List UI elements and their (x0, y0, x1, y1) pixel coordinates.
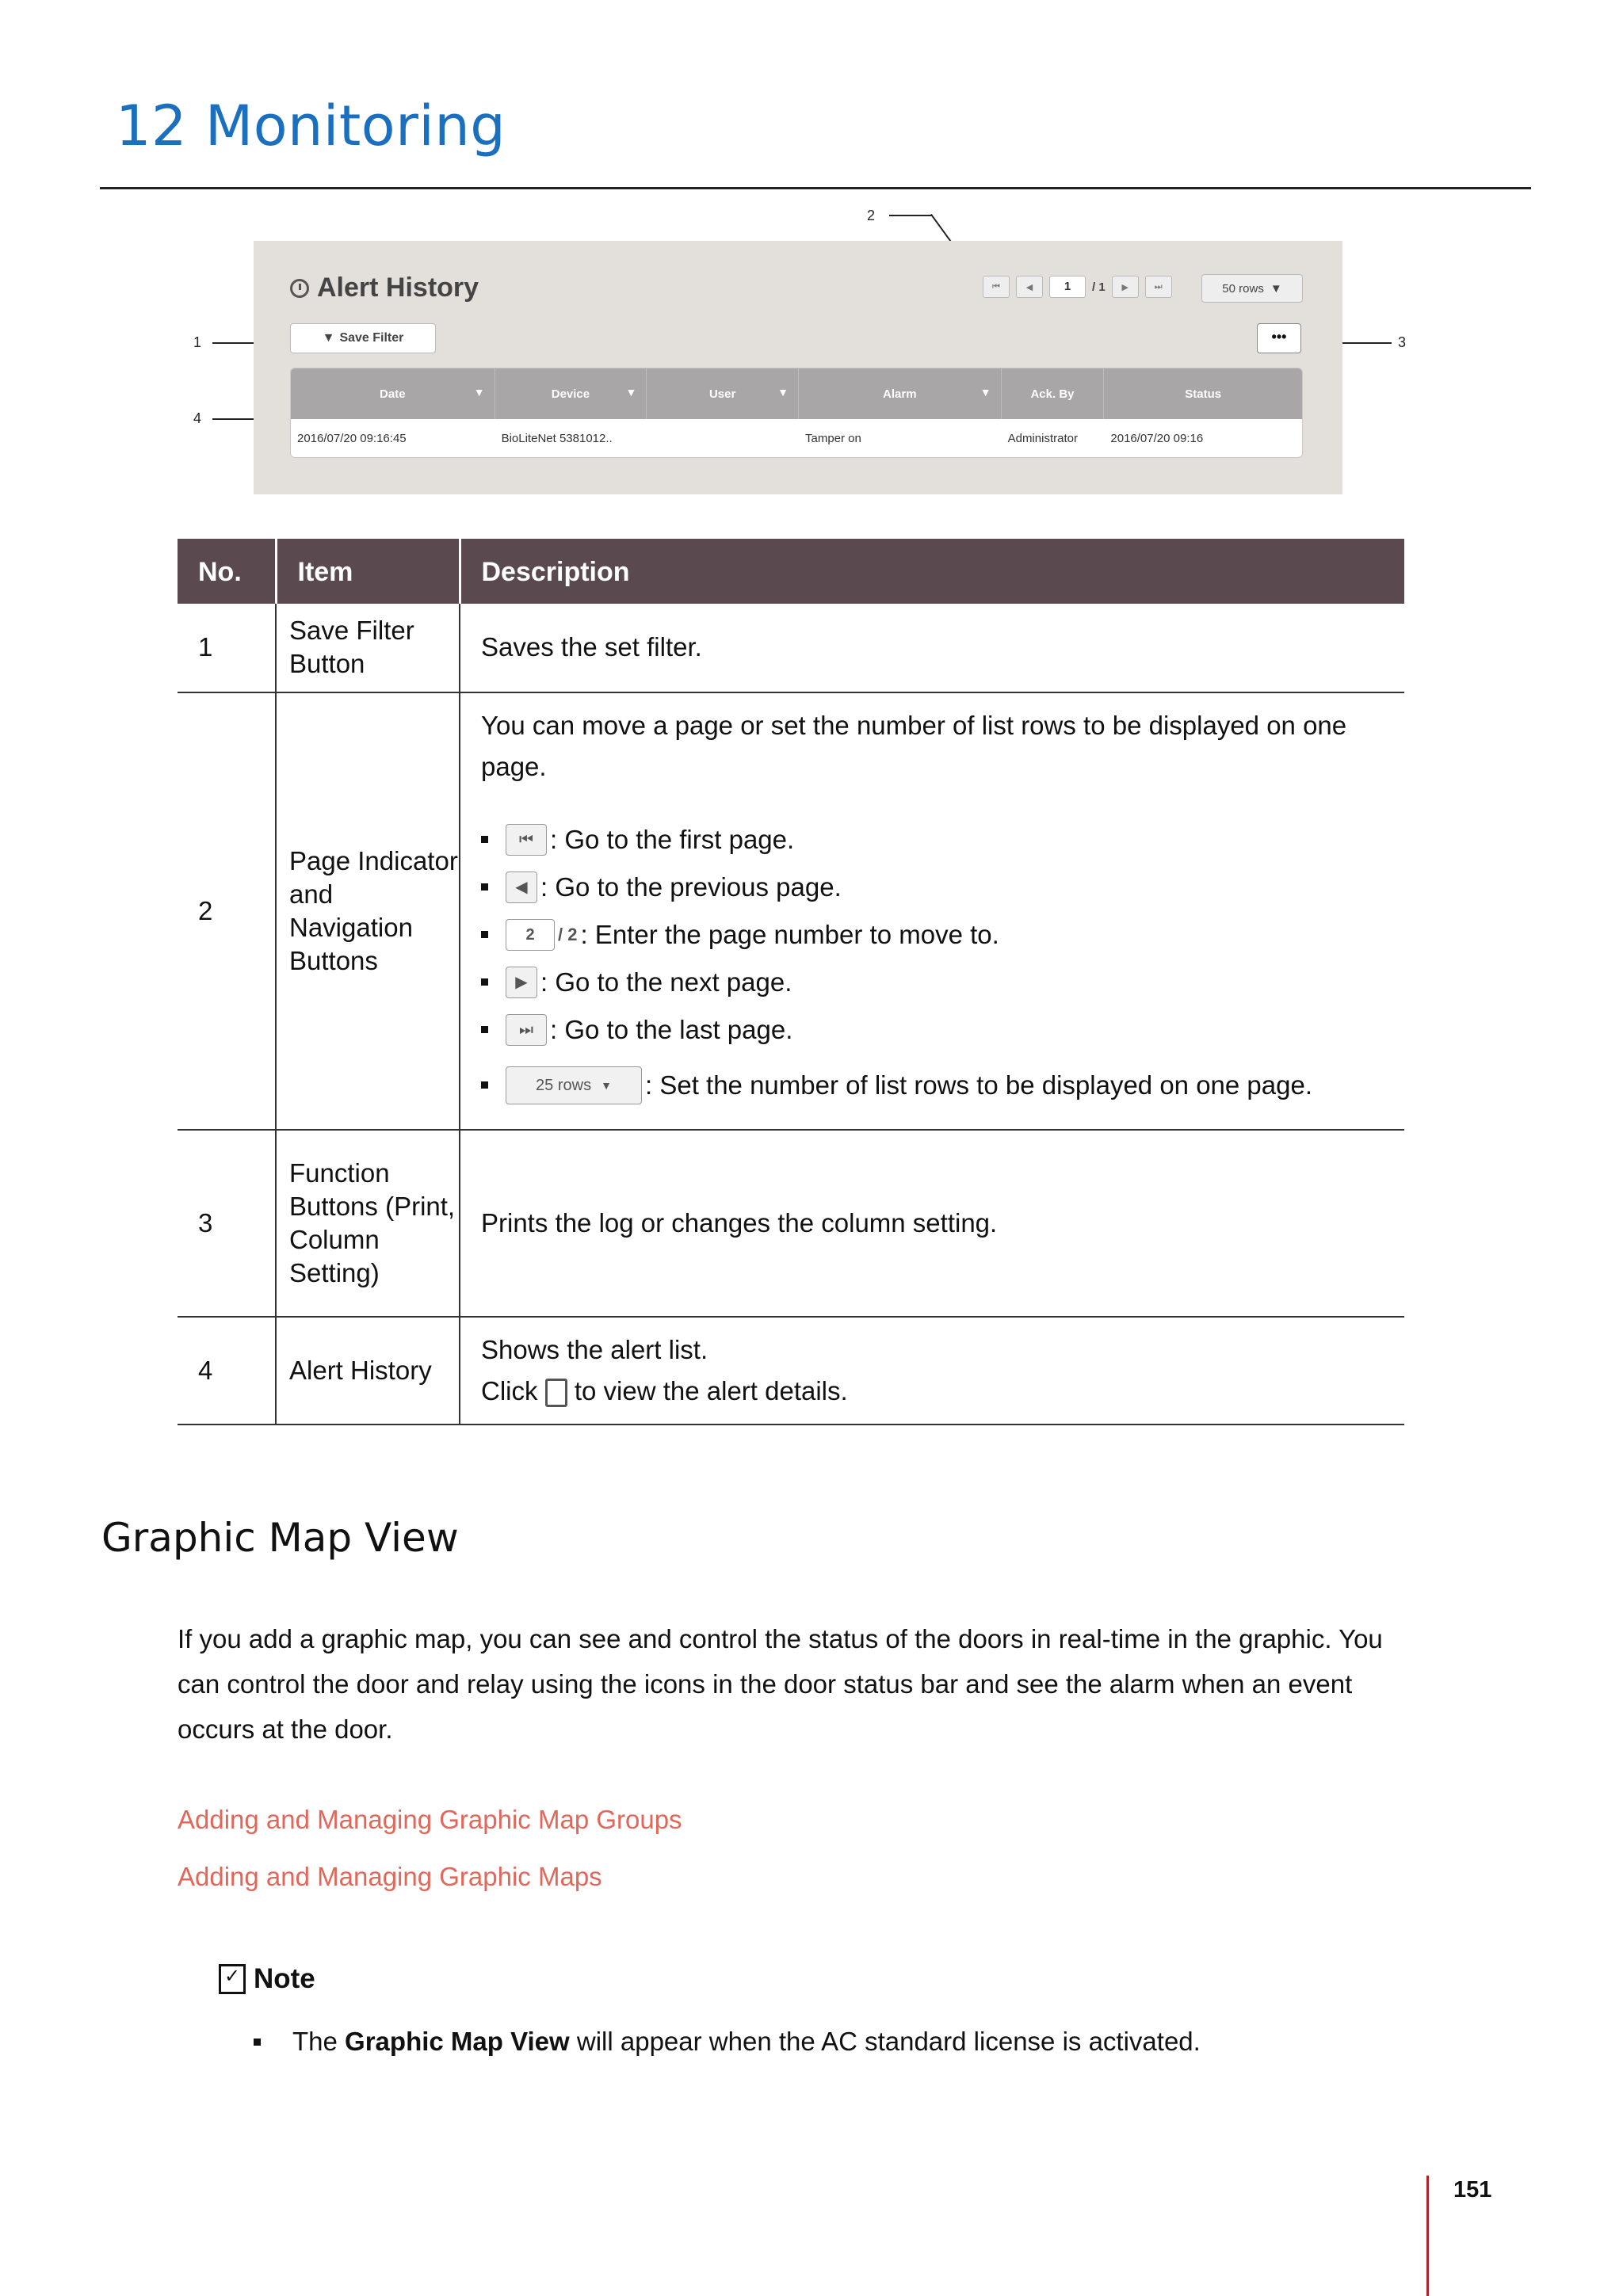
alert-grid (290, 368, 1303, 458)
header-no: No. (178, 540, 276, 604)
save-filter-button[interactable]: ▼ Save Filter (290, 323, 436, 353)
filter-icon: ▼ (625, 386, 637, 399)
note-item: The Graphic Map View will appear when the AC standard license is activated. (254, 2027, 1201, 2057)
first-page-icon[interactable]: ⏮ (983, 276, 1010, 298)
details-icon (545, 1379, 567, 1407)
callout-3: 3 (1398, 334, 1407, 350)
filter-icon: ▼ (777, 386, 789, 399)
alert-history-title: Alert History (290, 273, 479, 303)
filter-icon: ▼ (980, 386, 991, 399)
table-row: 4 Alert History Shows the alert list. Click to view the alert details. (178, 1317, 1404, 1425)
callout-2: 2 (867, 208, 876, 223)
list-item: 25 rows ▼ : Set the number of list rows to be displayed on one page. (481, 1054, 1404, 1117)
column-header-date[interactable]: Date ▼ (291, 368, 495, 419)
previous-page-icon: ◀ (506, 871, 537, 903)
filter-icon: ▼ (473, 386, 485, 399)
list-item: ◀ : Go to the previous page. (481, 864, 1404, 911)
alert-grid-header (291, 368, 1302, 419)
page-number-input[interactable]: 1 (1049, 276, 1086, 298)
table-row[interactable]: 2016/07/20 09:16:45 BioLiteNet 5381012.. Tamper on Administrator 2016/07/20 09:16 (297, 431, 1204, 445)
footer-divider (1426, 2176, 1429, 2296)
alert-history-screenshot (254, 241, 1342, 494)
next-page-icon[interactable]: ▶ (1112, 276, 1139, 298)
page-title: 12 Monitoring (116, 93, 506, 158)
chevron-down-icon: ▼ (601, 1078, 612, 1092)
header-item: Item (276, 540, 460, 604)
last-page-icon[interactable]: ⏭ (1145, 276, 1172, 298)
header-description: Description (460, 540, 1404, 604)
list-item: 2 / 2 : Enter the page number to move to. (481, 911, 1404, 959)
column-header-user[interactable]: User ▼ (647, 368, 799, 419)
chevron-down-icon: ▼ (1270, 281, 1282, 296)
table-row: 3 Function Buttons (Print, Column Setting) Prints the log or changes the column setting. (178, 1130, 1404, 1317)
rows-per-page-select[interactable]: 50 rows ▼ (1201, 274, 1303, 303)
table-row: 1 Save Filter Button Saves the set filter. (178, 604, 1404, 692)
previous-page-icon[interactable]: ◀ (1016, 276, 1043, 298)
column-header-device[interactable]: Device ▼ (495, 368, 647, 419)
alarm-clock-icon (290, 279, 309, 298)
rows-select-icon: 25 rows ▼ (506, 1066, 642, 1104)
filter-icon: ▼ (322, 331, 335, 345)
column-header-alarm[interactable]: Alarm ▼ (799, 368, 1002, 419)
next-page-icon: ▶ (506, 967, 537, 998)
page-number: 151 (1453, 2177, 1492, 2203)
last-page-icon: ⏭ (506, 1014, 547, 1046)
page-total: / 1 (1092, 280, 1106, 294)
first-page-icon: ⏮ (506, 824, 547, 856)
callout-line-2a (889, 215, 932, 216)
note-heading: ✓ Note (219, 1963, 315, 1995)
link-graphic-map-groups[interactable]: Adding and Managing Graphic Map Groups (178, 1805, 682, 1834)
link-graphic-maps[interactable]: Adding and Managing Graphic Maps (178, 1862, 602, 1891)
table-row: 2 Page Indicator and Navigation Buttons You can move a page or set the number of list rows to be displayed on one page. ⏮ : Go to the first page. ◀ : Go to the previous page. 2 / 2 : Enter the page number to move to. ▶ : Go to the next page. ⏭ : Go to the last page. 25 rows ▼ : Set the number of list rows to be displayed on one page. (178, 692, 1404, 1130)
list-item: ▶ : Go to the next page. (481, 959, 1404, 1006)
list-item: ⏭ : Go to the last page. (481, 1006, 1404, 1054)
section-paragraph: If you add a graphic map, you can see and control the status of the doors in real-time in the graphic. You can control the door and relay using the icons in the door status bar and see the alarm when an event occurs at the door. (178, 1624, 1383, 1744)
section-title: Graphic Map View (101, 1515, 459, 1561)
callout-4: 4 (193, 410, 202, 426)
more-options-button[interactable]: ••• (1257, 323, 1301, 353)
description-table (178, 539, 1404, 1425)
clipboard-check-icon (219, 1964, 246, 1994)
callout-1: 1 (193, 334, 202, 350)
list-item: ⏮ : Go to the first page. (481, 816, 1404, 864)
title-rule (100, 187, 1531, 189)
page-navigation (983, 276, 1172, 298)
page-number-icon: 2 (506, 919, 555, 951)
column-header-status[interactable]: Status (1185, 387, 1222, 401)
column-header-ack-by[interactable]: Ack. By (1002, 368, 1105, 419)
